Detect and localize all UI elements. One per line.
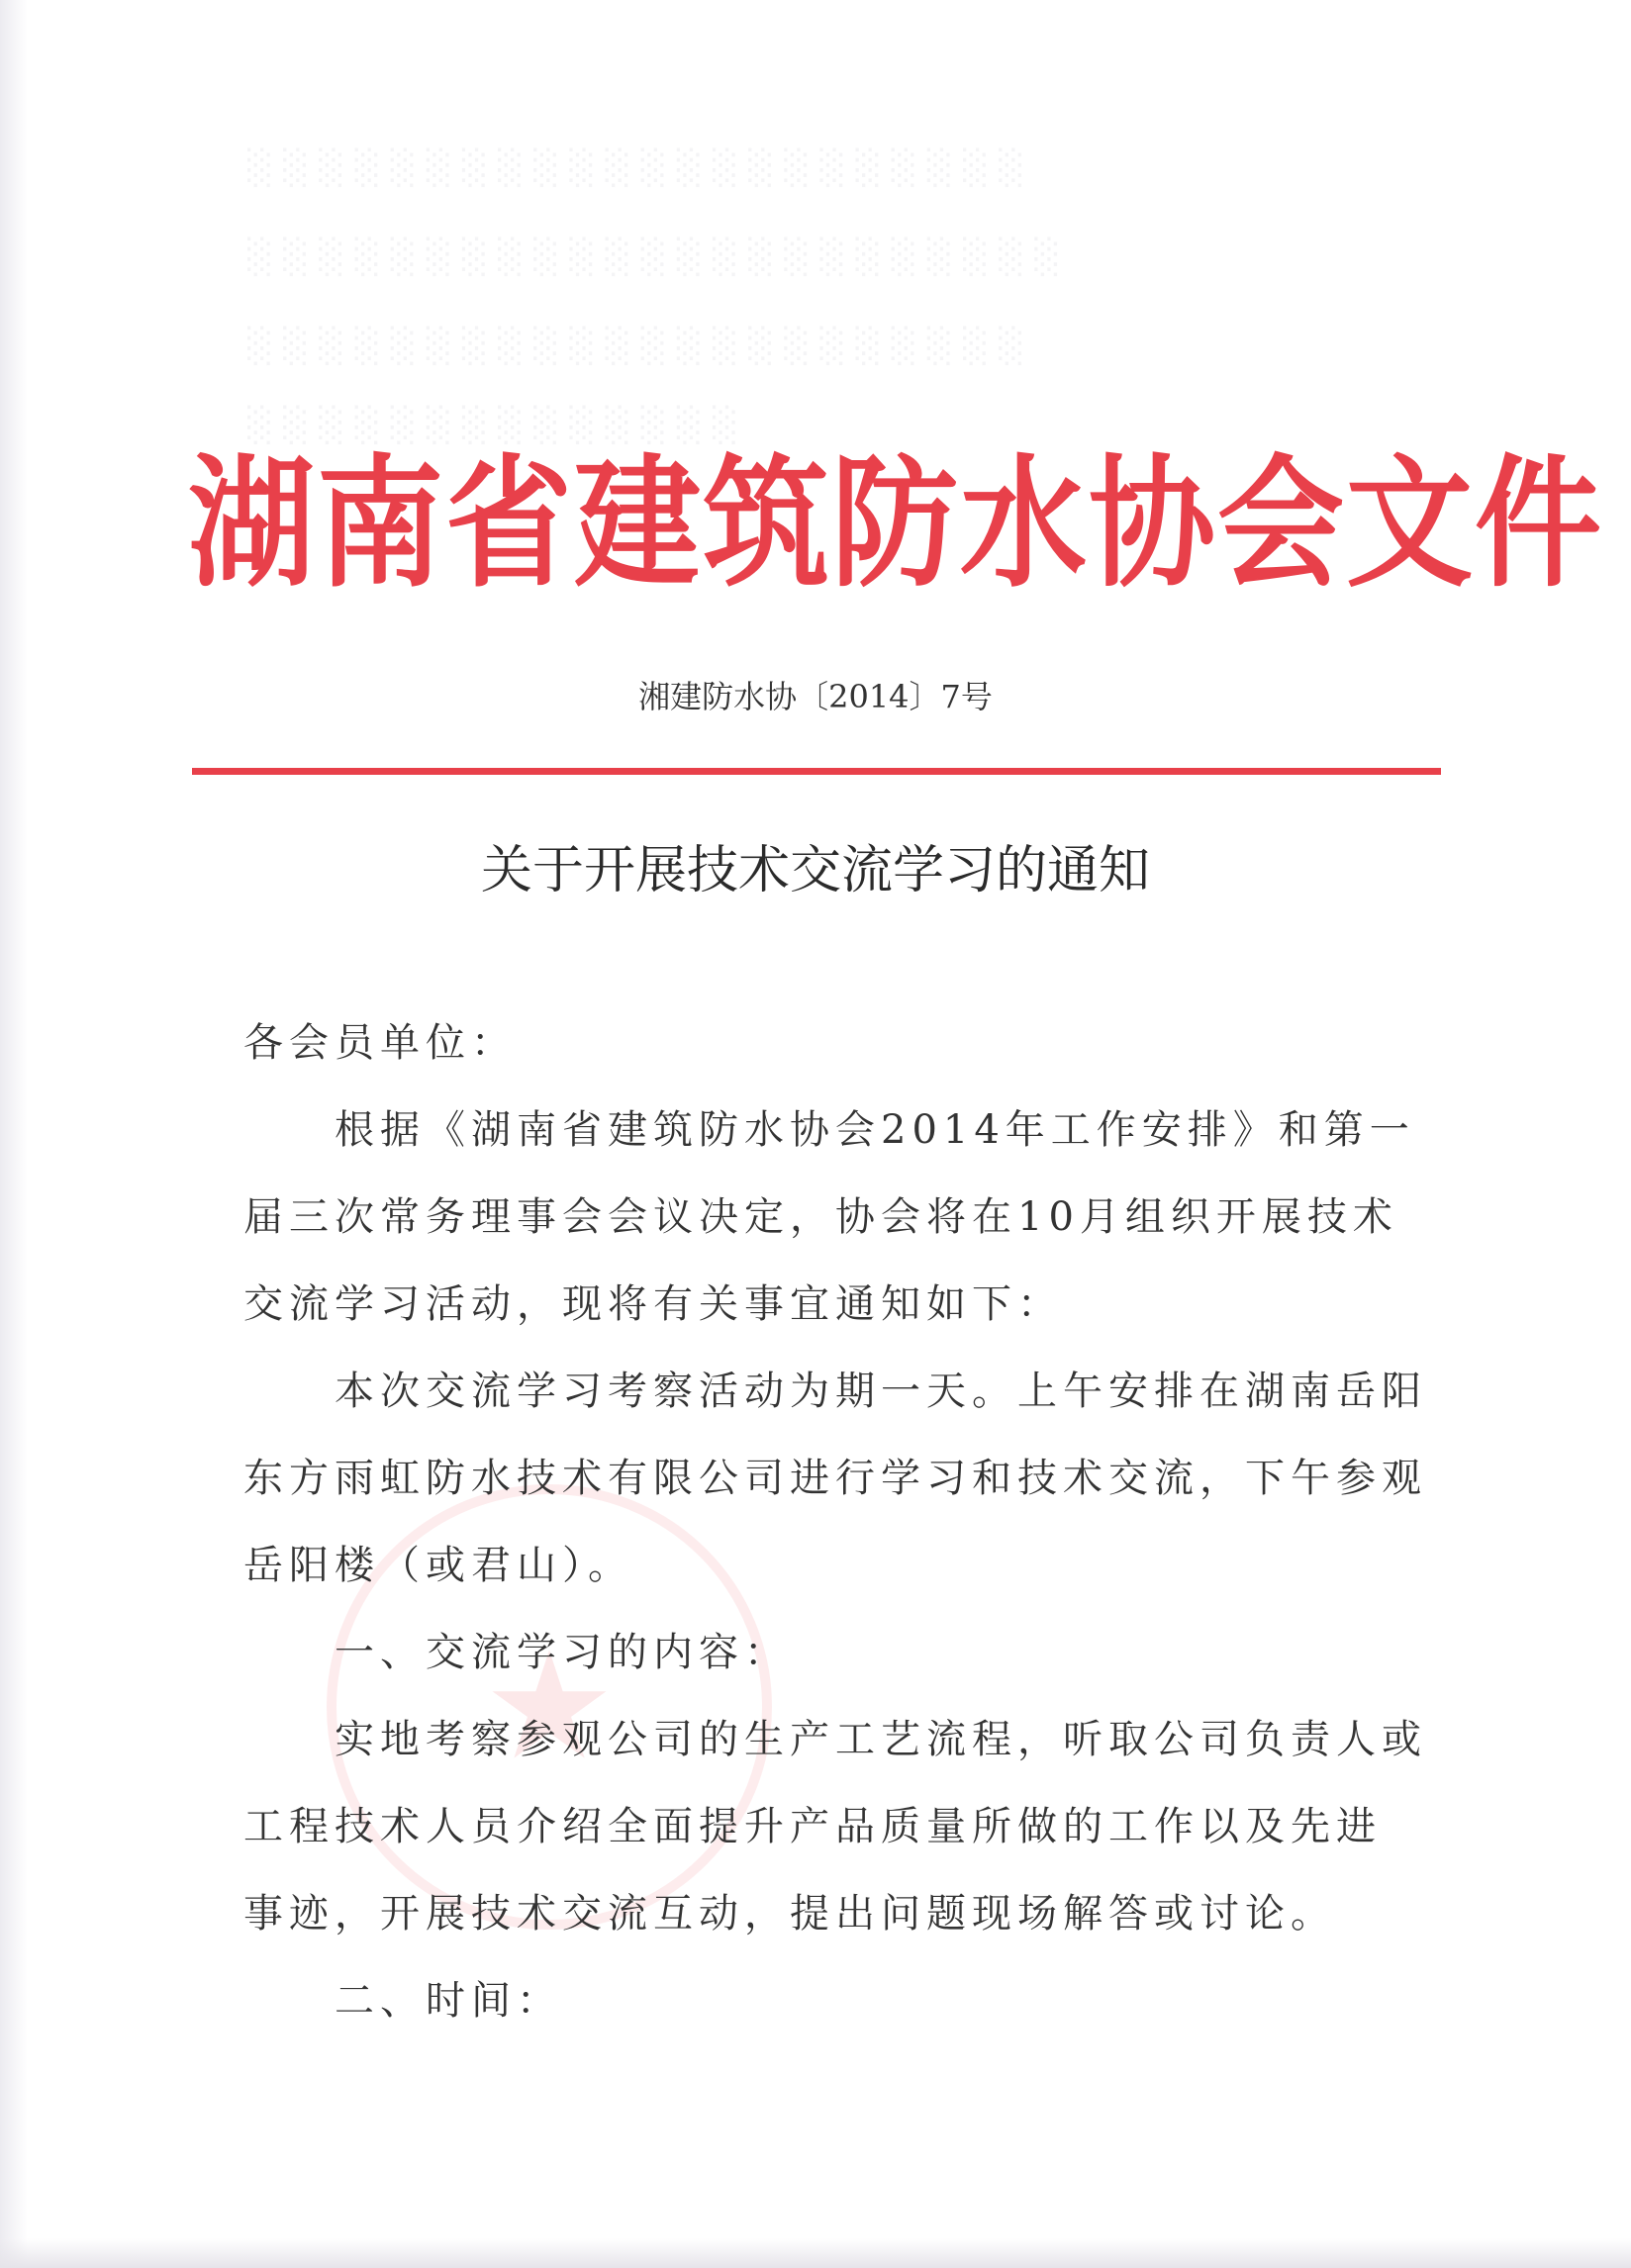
header-title: 湖南省建筑防水协会文件 [188,440,1604,608]
paragraph-line: 本次交流学习考察活动为期一天。上午安排在湖南岳阳 [335,1369,1427,1414]
scan-edge-bottom [0,2238,1631,2268]
section-heading: 一、交流学习的内容： [335,1630,790,1675]
paragraph-line: 根据《湖南省建筑防水协会2014年工作安排》和第一 [335,1107,1415,1153]
notice-title: 关于开展技术交流学习的通知 [480,841,1150,900]
paragraph-line: 实地考察参观公司的生产工艺流程，听取公司负责人或 [335,1717,1427,1762]
seal-star-icon: ★ [482,1621,617,1793]
document-number: 湘建防水协〔2014〕7号 [638,678,993,715]
paragraph-line: 工程技术人员介绍全面提升产品质量所做的工作以及先进 [243,1804,1382,1849]
bleed-through-text: ░░░░░░░░░░░░░░ [247,406,749,445]
red-divider-line [192,768,1441,775]
notice-body [243,999,1427,2044]
paragraph-line: 届三次常务理事会会议决定，协会将在10月组织开展技术 [243,1194,1398,1240]
bleed-through-text: ░░░░░░░░░░░░░░░░░░░░░░ [247,327,1035,366]
salutation: 各会员单位： [243,1020,517,1066]
bleed-through-text: ░░░░░░░░░░░░░░░░░░░░░░ [247,148,1035,188]
scan-edge-left [0,0,28,2268]
paragraph-line: 交流学习活动，现将有关事宜通知如下： [243,1281,1063,1327]
paragraph-line: 事迹，开展技术交流互动，提出问题现场解答或讨论。 [243,1891,1336,1937]
bleed-through-text: ░░░░░░░░░░░░░░░░░░░░░░░ [247,237,1071,277]
paragraph-line: 岳阳楼（或君山）。 [243,1543,633,1588]
paragraph-line: 东方雨虹防水技术有限公司进行学习和技术交流，下午参观 [243,1456,1427,1501]
section-heading: 二、时间： [335,1978,562,2024]
